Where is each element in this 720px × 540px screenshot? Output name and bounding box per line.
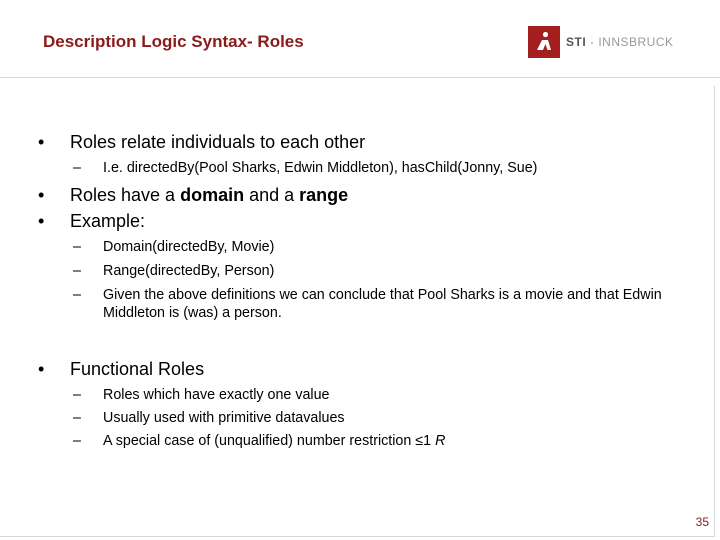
domain-keyword: domain <box>180 185 245 205</box>
bullet-dot: • <box>38 132 45 152</box>
sub-bullet-dash: – <box>73 410 81 426</box>
bullet-text-prefix: Roles have a <box>70 185 181 205</box>
sub-bullet-text: Usually used with primitive datavalues <box>103 410 345 426</box>
bullet-text: Example: <box>70 211 146 231</box>
sub-bullet-text <box>103 432 663 450</box>
logo-innsbruck-text: INNSBRUCK <box>598 35 674 49</box>
logo-separator: · <box>586 35 599 49</box>
bullet-text: Functional Roles <box>70 359 205 379</box>
sti-logo <box>528 26 678 58</box>
sub-bullet-dash: – <box>73 387 81 403</box>
sti-logo-icon <box>528 26 560 58</box>
frame-bottom-line <box>0 536 715 537</box>
sub-bullet-dash: – <box>73 239 81 255</box>
range-keyword: range <box>299 185 349 205</box>
sub-bullet-dash: – <box>73 263 81 279</box>
sub-bullet-dash: – <box>73 433 81 449</box>
bullet-dot: • <box>38 211 45 231</box>
header-rule <box>0 77 720 78</box>
page-number: 35 <box>695 515 709 529</box>
sub-bullet-text: Domain(directedBy, Movie) <box>103 239 275 255</box>
sub-bullet-text: Given the above definitions we can conclude that Pool Sharks is a movie and that Edwin Middleton is (was) a person. <box>103 287 662 321</box>
bullet-text-mid: and a <box>244 185 300 205</box>
sub-bullet-text: Range(directedBy, Person) <box>103 263 275 279</box>
bullet-text <box>70 184 348 206</box>
bullet-dot: • <box>38 185 45 205</box>
bullet-text: Roles relate individuals to each other <box>70 132 366 152</box>
logo-wordmark <box>566 35 674 49</box>
sub-bullet-dash: – <box>73 287 81 303</box>
slide-title: Description Logic Syntax- Roles <box>43 32 304 51</box>
sub-bullet-dash: – <box>73 160 81 176</box>
sub-bullet-text: I.e. directedBy(Pool Sharks, Edwin Middleton), hasChild(Jonny, Sue) <box>103 160 538 176</box>
bullet-dot: • <box>38 359 45 379</box>
frame-right-line <box>714 86 715 536</box>
role-variable: R <box>435 433 446 449</box>
restriction-text: A special case of (unqualified) number restriction ≤1 <box>103 433 436 449</box>
sub-bullet-text: Roles which have exactly one value <box>103 387 330 403</box>
logo-sti-text: STI <box>566 35 587 49</box>
